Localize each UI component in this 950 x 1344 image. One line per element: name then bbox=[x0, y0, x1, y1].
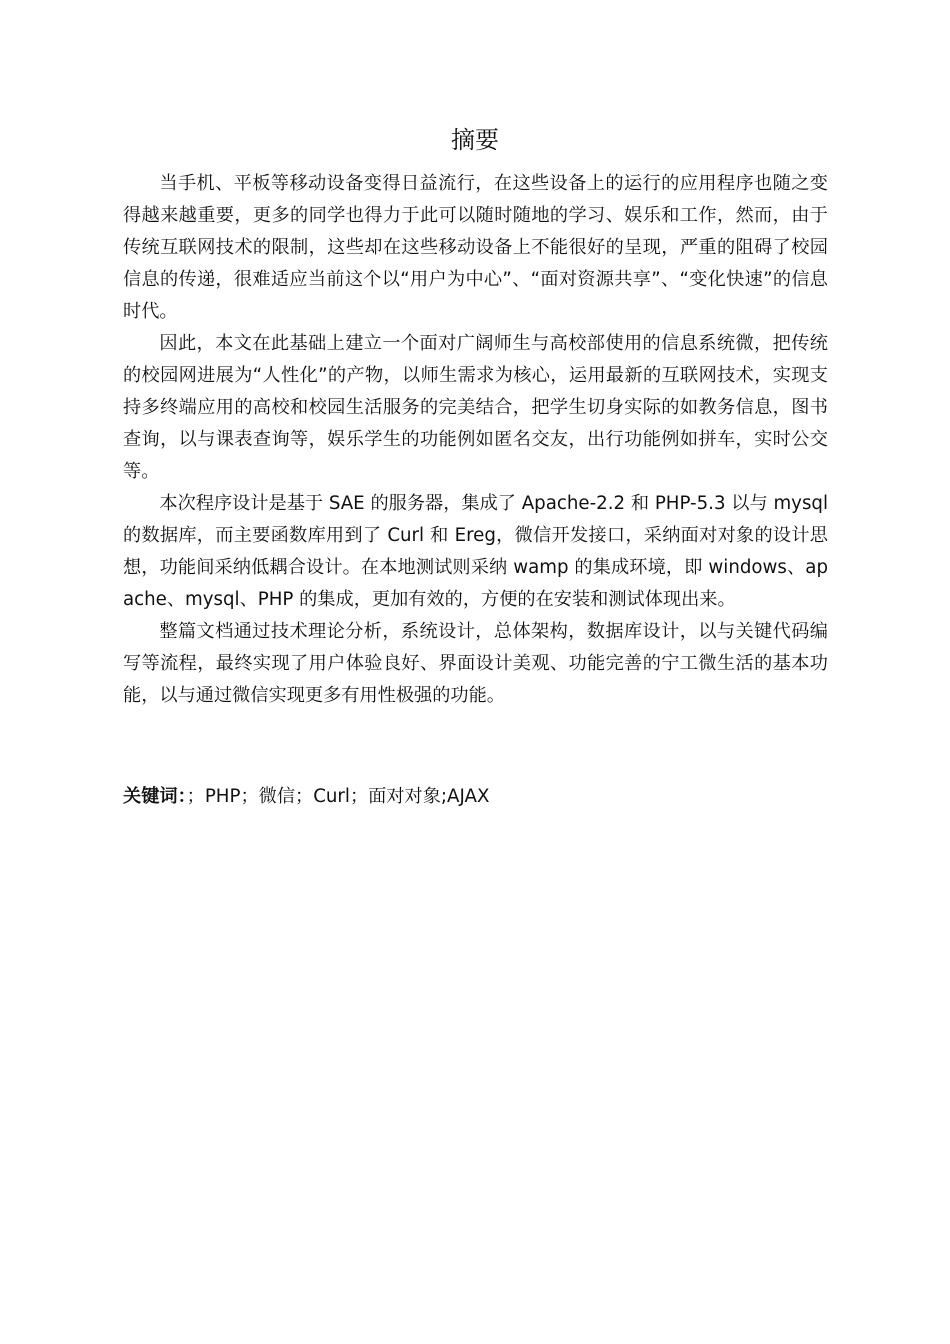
abstract-title: 摘要 bbox=[451, 126, 499, 154]
abstract-paragraph-2: 因此，本文在此基础上建立一个面对广阔师生与高校部使用的信息系统微，把传统的校园网进展为“人性化”的产物，以师生需求为核心，运用最新的互联网技术，实现支持多终端应用的高校和校园生活服务的完美结合，把学生切身实际的如教务信息，图书查询，以与课表查询等，娱乐学生的功能例如匿名交友，出行功能例如拼车，实时公交等。 bbox=[123, 333, 828, 482]
abstract-paragraph-3: 本次程序设计是基于 SAE 的服务器，集成了 Apache-2.2 和 PHP-5.3 以与 mysql 的数据库，而主要函数库用到了 Curl 和 Ereg，微信开发接口，采纳面对对象的设计思想，功能间采纳低耦合设计。在本地测试则采纳 wamp 的集成环境，即 windows、apache、mysql、PHP 的集成，更加有效的，方便的在安装和测试体现出来。 bbox=[123, 493, 829, 610]
abstract-paragraph-4: 整篇文档通过技术理论分析，系统设计，总体架构，数据库设计，以与关键代码编写等流程，最终实现了用户体验良好、界面设计美观、功能完善的宁工微生活的基本功能，以与通过微信实现更多有用性极强的功能。 bbox=[123, 621, 828, 706]
keywords-line bbox=[123, 781, 828, 813]
abstract-paragraph-1: 当手机、平板等移动设备变得日益流行，在这些设备上的运行的应用程序也随之变得越来越重要，更多的同学也得力于此可以随时随地的学习、娱乐和工作，然而，由于传统互联网技术的限制，这些却在这些移动设备上不能很好的呈现，严重的阻碍了校园信息的传递，很难适应当前这个以“用户为中心”、“面对资源共享”、“变化快速”的信息时代。 bbox=[123, 173, 828, 322]
keywords-label: 关键词： bbox=[123, 786, 187, 807]
keywords-value: ；PHP；微信；Curl；面对对象;AJAX bbox=[186, 786, 490, 807]
abstract-body bbox=[123, 168, 828, 712]
